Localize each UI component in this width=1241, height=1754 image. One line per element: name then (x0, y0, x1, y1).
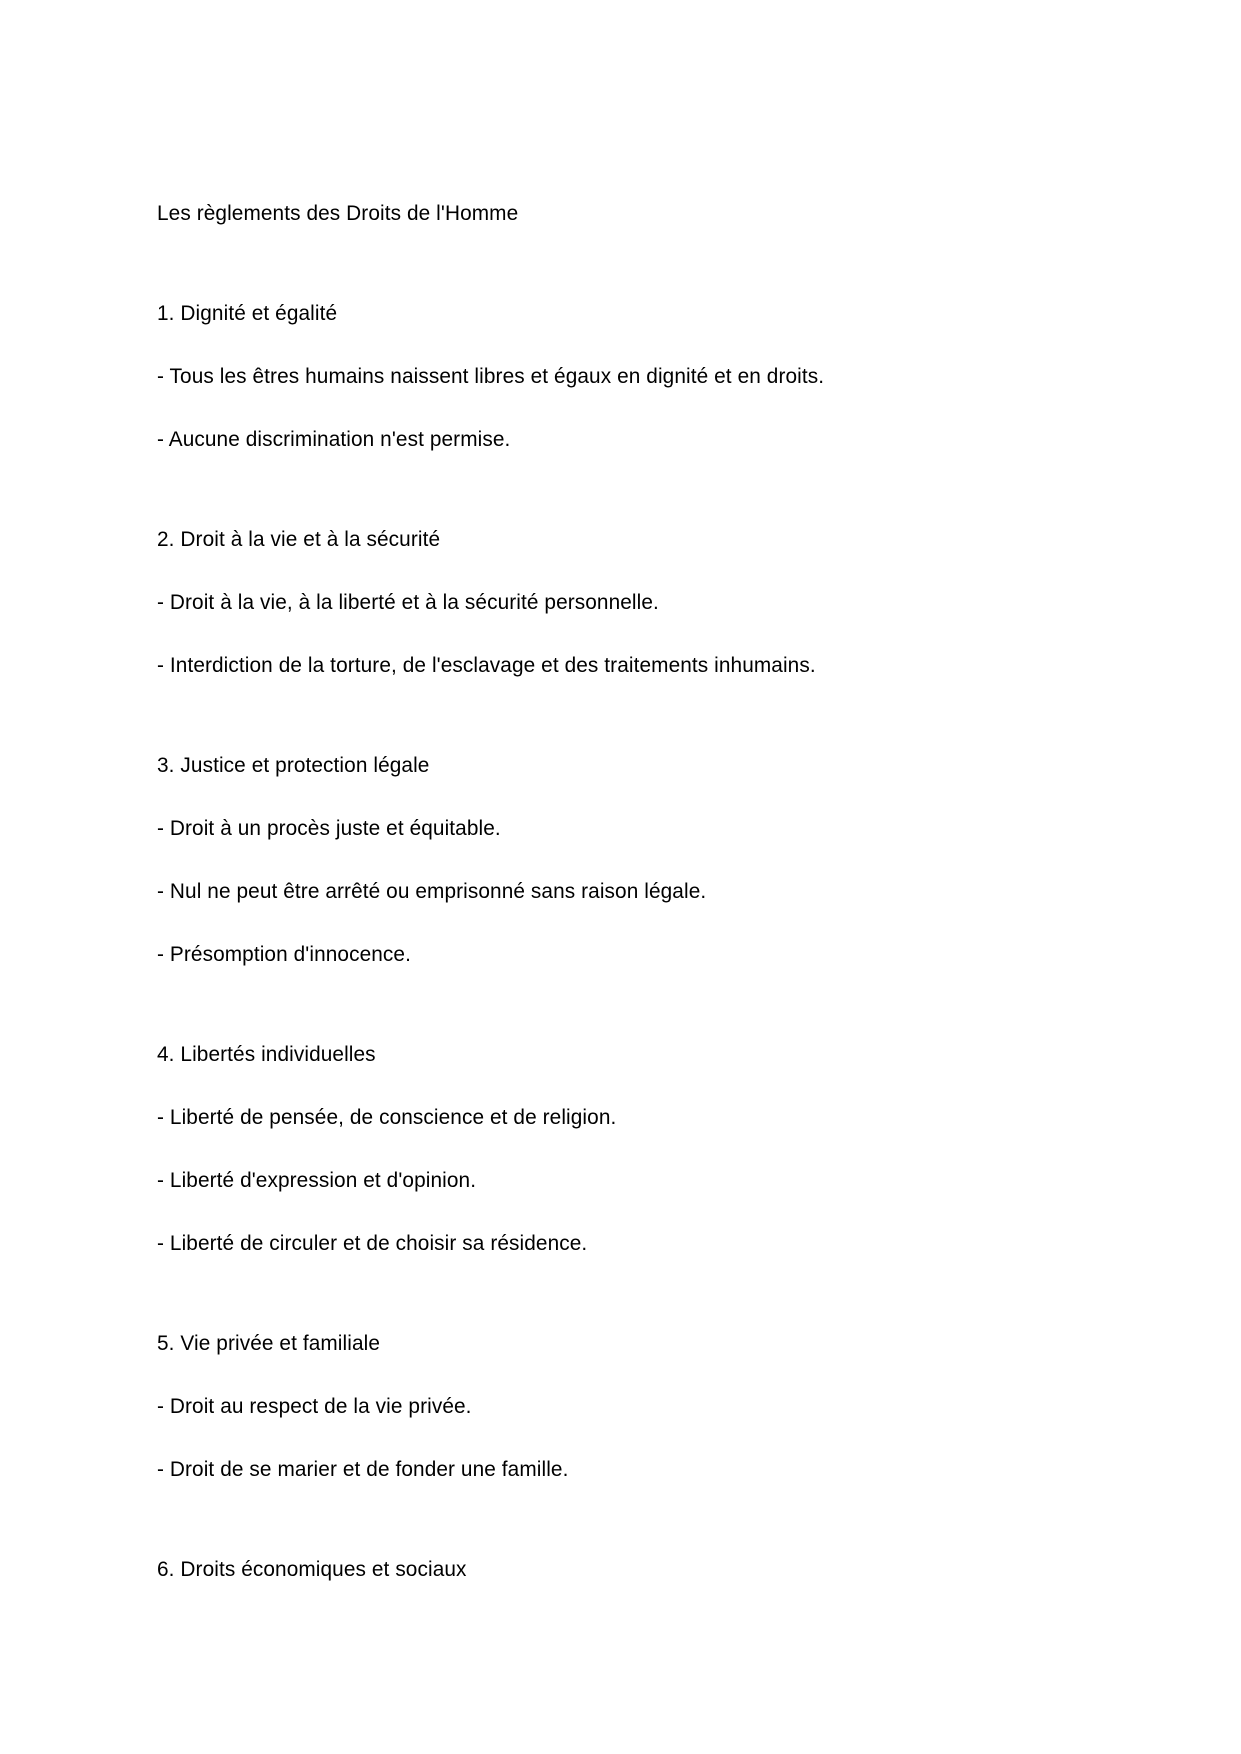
section-item: - Interdiction de la torture, de l'esclavage et des traitements inhumains. (157, 654, 816, 677)
section-item: - Présomption d'innocence. (157, 943, 411, 966)
section-item: - Liberté d'expression et d'opinion. (157, 1169, 477, 1192)
section-item: - Liberté de pensée, de conscience et de religion. (157, 1106, 617, 1129)
section-item: - Droit au respect de la vie privée. (157, 1395, 472, 1418)
section-item: - Aucune discrimination n'est permise. (157, 428, 511, 451)
document-title: Les règlements des Droits de l'Homme (157, 202, 519, 225)
document-content (157, 182, 1141, 1601)
section-item: - Droit à un procès juste et équitable. (157, 817, 501, 840)
section-vie-privee-familiale (157, 1312, 1141, 1501)
section-item: - Droit de se marier et de fonder une famille. (157, 1458, 569, 1481)
section-libertes-individuelles (157, 1023, 1141, 1275)
section-heading: 3. Justice et protection légale (157, 754, 430, 777)
section-droit-vie-securite (157, 508, 1141, 697)
section-heading: 5. Vie privée et familiale (157, 1332, 381, 1355)
section-droits-economiques-sociaux (157, 1538, 1141, 1601)
section-heading: 6. Droits économiques et sociaux (157, 1558, 467, 1581)
section-heading: 4. Libertés individuelles (157, 1043, 376, 1066)
section-item: - Droit à la vie, à la liberté et à la sécurité personnelle. (157, 591, 659, 614)
section-justice-protection (157, 734, 1141, 986)
section-heading: 2. Droit à la vie et à la sécurité (157, 528, 441, 551)
section-item: - Nul ne peut être arrêté ou emprisonné sans raison légale. (157, 880, 707, 903)
section-item: - Tous les êtres humains naissent libres et égaux en dignité et en droits. (157, 365, 825, 388)
section-dignite-egalite (157, 282, 1141, 471)
section-heading: 1. Dignité et égalité (157, 302, 338, 325)
section-item: - Liberté de circuler et de choisir sa résidence. (157, 1232, 588, 1255)
